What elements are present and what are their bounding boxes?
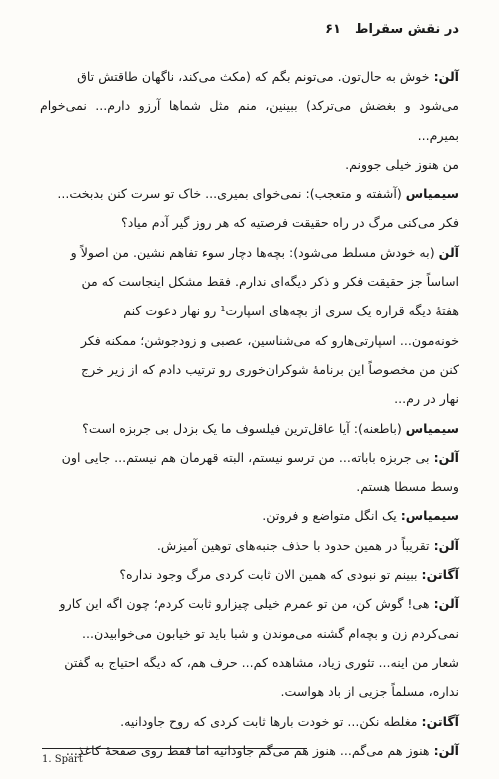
dialogue-line: [40, 355, 459, 384]
dialogue-line: [40, 384, 459, 413]
line-text: اساساً جز حقیقت فکر و ذکر دیگه‌ای ندارم. فقط مشکل اینجاست که من: [81, 274, 459, 290]
line-text: ببینم تو نبودی که همین الان ثابت کردی مرگ وجود نداره؟: [119, 567, 422, 583]
dialogue-line: [40, 648, 459, 677]
line-text: (به خودش مسلط می‌شود): بچه‌ها دچار سوء تفاهم نشین. من اصولاً و: [70, 244, 439, 260]
line-text: تقریباً در همین حدود با حذف جنبه‌های توهین آمیزش.: [156, 537, 434, 553]
dialogue-line: [40, 179, 459, 208]
speaker-name: آگاتن:: [421, 567, 459, 583]
speaker-name: سیمیاس: [405, 186, 459, 202]
line-text: خونه‌مون... اسپارتی‌هارو که می‌شناسین، عصبی و زودجوشن؛ ممکنه فکر: [80, 332, 459, 348]
line-text: من هنوز خیلی جوونم.: [345, 156, 459, 172]
speaker-name: سیمیاس: [405, 420, 459, 436]
line-text: هنوز هم می‌گم... هنوز هم می‌گم جاودانیه اما فقط روی صفحهٔ کاغذ...: [65, 742, 434, 758]
line-text: نداره، مسلماً جزیی از باد هواست.: [280, 684, 459, 700]
footnote: 1. Spart: [42, 754, 83, 765]
dialogue-line: [40, 91, 459, 150]
page-number: ۶۱: [325, 21, 341, 37]
line-text: می‌شود و بغضش می‌ترکد) ببینین، منم مثل شماها آرزو دارم... نمی‌خوام بمیرم...: [40, 98, 459, 143]
line-text: (آشفته و متعجب): نمی‌خوای بمیری... خاک تو سرت کنن بدبخت...: [57, 186, 406, 202]
dialogue-line: [40, 560, 459, 589]
dialogue-line: [40, 208, 459, 237]
dialogue-line: [40, 707, 459, 736]
line-text: شعار من اینه... تئوری زیاد، مشاهده کم... حرف هم، که دیگه احتیاج به گفتن: [64, 654, 459, 670]
dialogue-line: [40, 736, 459, 765]
dialogue-line: [40, 326, 459, 355]
line-text: بی جربزه باباته... من ترسو نیستم، البته قهرمان هم نیستم... جایی اون: [61, 449, 434, 465]
speaker-name: آگاتن:: [421, 713, 459, 729]
dialogue-line: [40, 677, 459, 706]
dialogue-body: [40, 62, 459, 765]
dialogue-line: [40, 589, 459, 618]
speaker-name: آلن:: [433, 449, 459, 465]
line-text: نمی‌کردم زن و بچه‌ام گشنه می‌موندن و شبا باید تو خیابون می‌خوابیدن...: [81, 625, 459, 641]
dialogue-line: [40, 619, 459, 648]
speaker-name: آلن:: [433, 69, 459, 84]
line-text: مغلطه نکن... تو خودت بارها ثابت کردی که روح جاودانیه.: [120, 713, 422, 729]
speaker-name: آلن:: [433, 537, 459, 553]
dialogue-line: [40, 62, 459, 91]
dialogue-line: [40, 501, 459, 530]
dialogue-line: [40, 150, 459, 179]
speaker-name: آلن: [438, 244, 459, 260]
line-text: نهار در رم...: [394, 391, 459, 407]
dialogue-line: [40, 267, 459, 296]
footnote-divider: [42, 748, 307, 749]
running-title: در نقش سقراط: [354, 21, 459, 37]
line-text: هی! گوش کن، من تو عمرم خیلی چیزارو ثابت کردم؛ چون اگه این کارو: [59, 596, 434, 612]
line-text: هفتهٔ دیگه قراره یک سری از بچه‌های اسپارت¹ رو نهار دعوت کنم: [123, 303, 459, 319]
dialogue-line: [40, 443, 459, 472]
line-text: وسط مسطا هستم.: [356, 479, 459, 495]
line-text: کنن من مخصوصاً این برنامهٔ شوکران‌خوری رو ترتیب دادم که از زیر خرج: [81, 361, 459, 377]
dialogue-line: [40, 531, 459, 560]
line-text: خوش به حال‌تون. می‌تونم بگم که (مکث می‌کند، ناگهان طاقتش تاق: [77, 69, 434, 84]
speaker-name: آلن:: [433, 596, 459, 612]
speaker-name: آلن:: [433, 742, 459, 758]
dialogue-line: [40, 296, 459, 325]
speaker-name: سیمیاس:: [400, 508, 459, 524]
dialogue-line: [40, 238, 459, 267]
line-text: یک انگل متواضع و فروتن.: [262, 508, 401, 524]
page-header: [40, 18, 459, 40]
line-text: (باطعنه): آیا عاقل‌ترین فیلسوف ما یک بزدل بی جربزه است؟: [82, 420, 406, 436]
dialogue-line: [40, 472, 459, 501]
line-text: فکر می‌کنی مرگ در راه حقیقت فرصتیه که هر روز گیر آدم میاد؟: [121, 215, 459, 231]
dialogue-line: [40, 414, 459, 443]
